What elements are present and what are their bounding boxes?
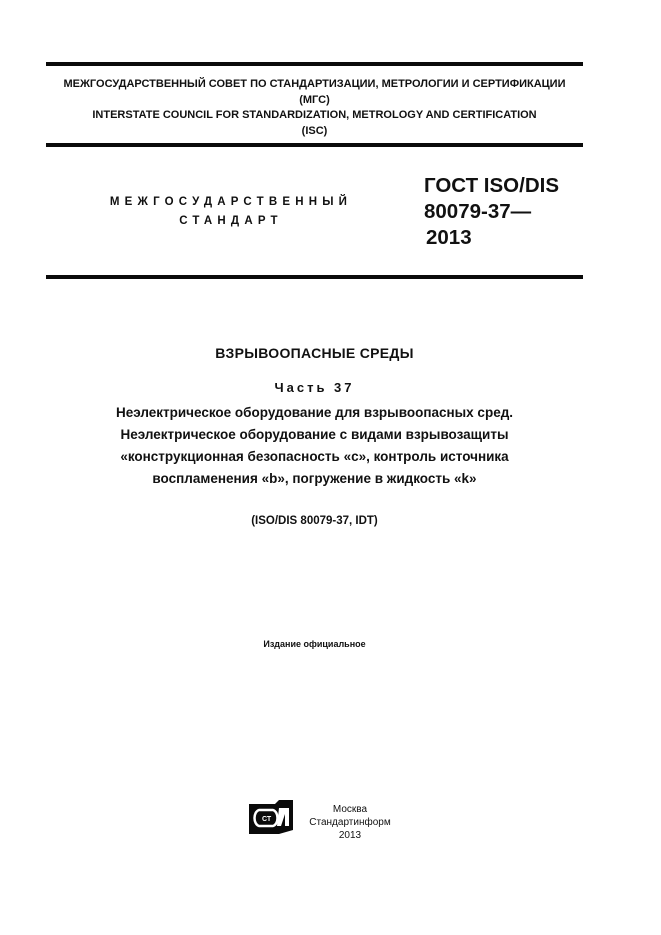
standard-type-line1: МЕЖГОСУДАРСТВЕННЫЙ [109,196,353,208]
designation-line2: 80079-37— [424,200,532,223]
svg-text:СТ: СТ [262,816,272,823]
council-name-ru: МЕЖГОСУДАРСТВЕННЫЙ СОВЕТ ПО СТАНДАРТИЗАЦИИ, МЕТРОЛОГИИ И СЕРТИФИКАЦИИ [63,78,566,90]
publication-year: 2013 [338,830,362,841]
designation-line3: 2013 [426,226,472,249]
subtitle-line: воспламенения «b», погружение в жидкость «k» [152,471,477,486]
designation-divider [46,275,583,279]
council-abbr-en: (ISC) [301,124,328,137]
subtitle-line: Неэлектрическое оборудование для взрывоопасных сред. [115,405,514,420]
council-name-en: INTERSTATE COUNCIL FOR STANDARDIZATION, METROLOGY AND CERTIFICATION [92,109,537,121]
edition-label: Издание официальное [263,639,366,649]
header-divider [46,143,583,147]
standard-type-line2: СТАНДАРТ [179,215,283,227]
council-header [46,77,583,139]
publisher-info [300,803,400,842]
top-rule [46,62,583,66]
standartinform-logo-icon [249,800,293,834]
standard-designation [424,173,559,251]
designation-line1: ГОСТ ISO/DIS [424,174,559,197]
council-abbr-ru: (МГС) [299,93,330,106]
document-subtitle [46,402,583,490]
part-number: Часть 37 [274,380,355,395]
subtitle-line: «конструкционная безопасность «с», контроль источника [120,449,509,464]
document-title: ВЗРЫВООПАСНЫЕ СРЕДЫ [215,345,414,361]
international-reference: (ISO/DIS 80079-37, IDT) [251,515,378,527]
publisher-city: Москва [332,804,368,815]
standard-type [96,193,366,231]
subtitle-line: Неэлектрическое оборудование с видами взрывозащиты [120,427,509,442]
publisher-name: Стандартинформ [309,817,391,828]
